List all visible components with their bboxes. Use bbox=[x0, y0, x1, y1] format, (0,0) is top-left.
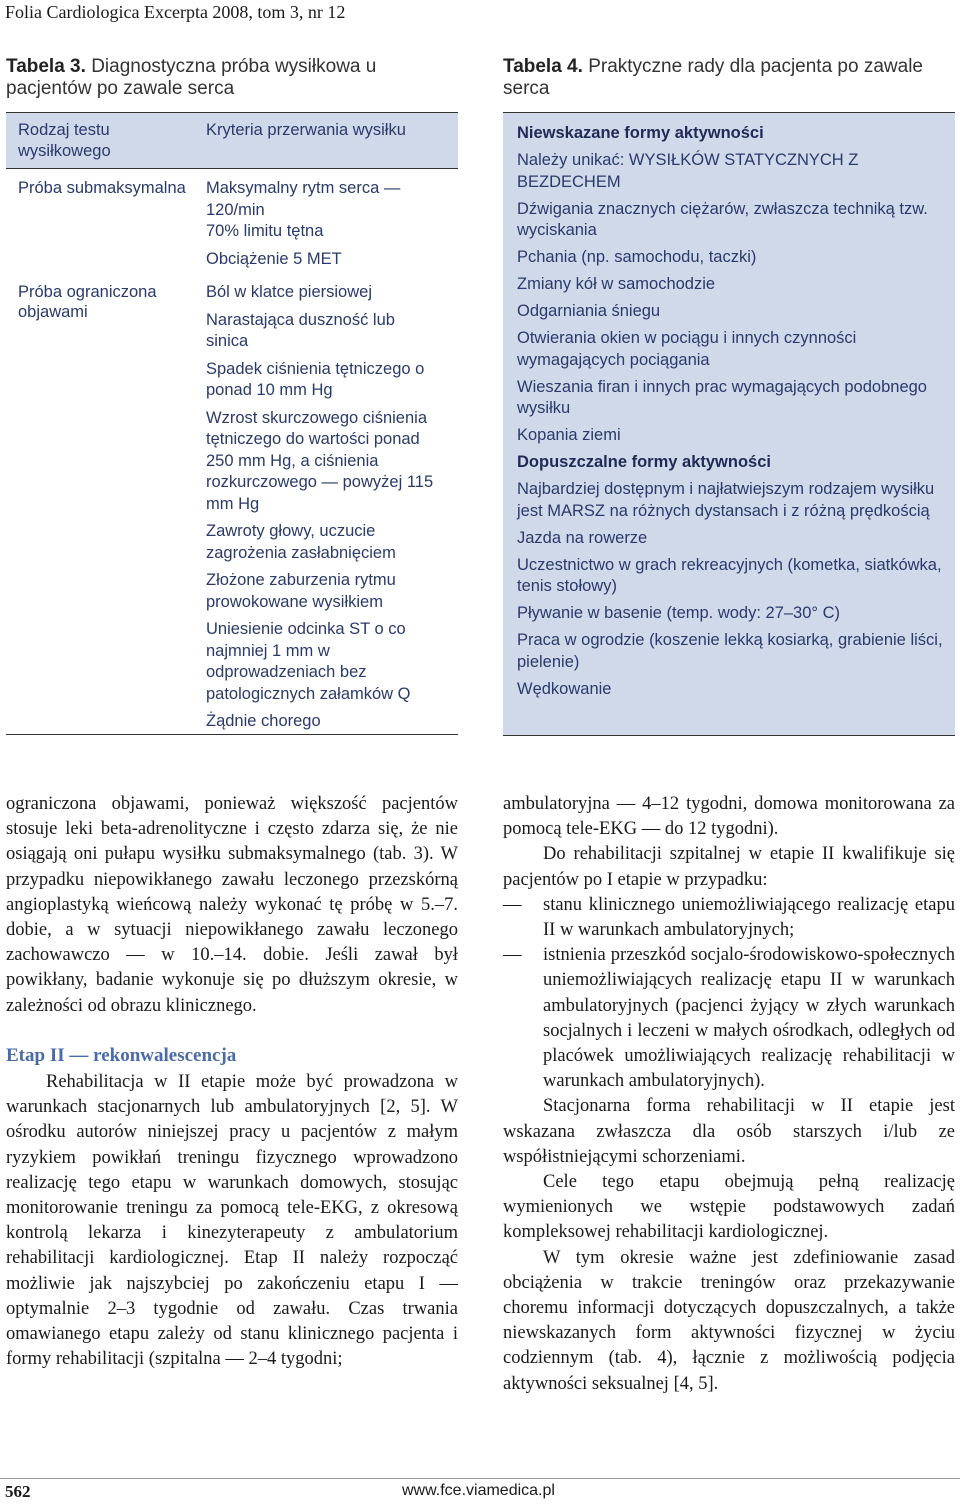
body-right-column bbox=[503, 792, 955, 1397]
table4-item: Zmiany kół w samochodzie bbox=[517, 275, 716, 293]
table4 bbox=[503, 112, 955, 736]
table4-item: Należy unikać: WYSIŁKÓW STATYCZNYCH Z BEZDECHEM bbox=[517, 151, 859, 191]
table3-criterion: Obciążenie 5 MET bbox=[206, 249, 342, 268]
footer-url: www.fce.viamedica.pl bbox=[402, 1482, 555, 1499]
table3-criterion: Ból w klatce piersiowej bbox=[206, 283, 372, 301]
table4-item: Wędkowanie bbox=[517, 679, 612, 698]
table4-list bbox=[517, 123, 947, 706]
table3-criterion: Zawroty głowy, uczucie zagrożenia zasłabnięciem bbox=[206, 522, 396, 562]
table3-row1-type: Próba submaksymalna bbox=[18, 179, 186, 197]
body-paragraph: Stacjonarna forma rehabilitacji w II etapie jest wskazana zwłaszcza dla osób starszych i/lub ze współistniejącymi schorzeniami. bbox=[503, 1096, 955, 1167]
dash-marker: — bbox=[503, 945, 522, 966]
body-left-column bbox=[6, 792, 458, 1372]
table3-row1-criteria bbox=[206, 178, 456, 276]
table4-item: Pływanie w basenie (temp. wody: 27–30° C) bbox=[517, 604, 841, 622]
dash-marker: — bbox=[503, 894, 522, 915]
table4-section-heading: Niewskazane formy aktywności bbox=[517, 124, 764, 142]
table4-item: Odgarniania śniegu bbox=[517, 302, 661, 320]
body-paragraph: ograniczona objawami, ponieważ większość pacjentów stosuje leki beta-adrenolityczne i często zdarza się, że nie osiągają oni pułapu wysiłku submaksymalnego (tab. 3). W przypadku niepowikłanego zawału leczonego przezskórną angioplastyką wieńcową należy wykonać tę próbę w 5.–7. dobie, a w sytuacji niepowikłanego zawału leczonego zachowawczo — w 10.–14. dobie. Jeśli zawał był powikłany, badanie wykonuje się po dłuższym okresie, w zależności od obrazu klinicznego. bbox=[6, 794, 458, 1016]
table3 bbox=[6, 112, 458, 735]
bullet-text: istnienia przeszkód socjalo-środowiskowo-społecznych uniemożliwiających realizację etapu II w warunkach ambulatoryjnych (pacjenci żyjący w złych warunkach socjalnych i leczeni w małych ośrodkach, odległych od placówek umożliwiających realizację rehabilitacji w warunkach ambulatoryjnych). bbox=[543, 945, 955, 1092]
table4-caption-text: Praktyczne rady dla pacjenta po zawale serca bbox=[503, 56, 923, 99]
table4-section-heading: Dopuszczalne formy aktywności bbox=[517, 453, 771, 471]
table4-item: Pchania (np. samochodu, taczki) bbox=[517, 248, 757, 266]
table4-caption bbox=[503, 56, 958, 100]
table3-criterion: Uniesienie odcinka ST o co najmniej 1 mm w odprowadzeniach bez patologicznych załamków Q bbox=[206, 620, 411, 703]
table4-item: Praca w ogrodzie (koszenie lekką kosiarką, grabienie liści, pielenie) bbox=[517, 631, 943, 671]
table3-row2-criteria bbox=[206, 282, 456, 739]
table3-row2-type: Próba ograniczona objawami bbox=[18, 283, 157, 321]
table3-criterion: Spadek ciśnienia tętniczego o ponad 10 mm Hg bbox=[206, 359, 425, 399]
table3-caption-text: Diagnostyczna próba wysiłkowa u pacjentów po zawale serca bbox=[6, 56, 377, 99]
table3-col2-header: Kryteria przerwania wysiłku bbox=[206, 121, 406, 139]
table4-item: Uczestnictwo w grach rekreacyjnych (kometka, siatkówka, tenis stołowy) bbox=[517, 555, 942, 595]
table4-item: Dźwigania znacznych ciężarów, zwłaszcza techniką tzw. wyciskania bbox=[517, 199, 928, 239]
table3-col1-header: Rodzaj testu wysiłkowego bbox=[18, 121, 111, 160]
table3-criterion: 70% limitu tętna bbox=[206, 222, 324, 240]
table4-item: Jazda na rowerze bbox=[517, 528, 648, 547]
running-head: Folia Cardiologica Excerpta 2008, tom 3, nr 12 bbox=[5, 2, 346, 22]
body-paragraph: ambulatoryjna — 4–12 tygodni, domowa monitorowana za pomocą tele-EKG — do 12 tygodni). bbox=[503, 794, 955, 840]
table3-criterion: Wzrost skurczowego ciśnienia tętniczego do wartości ponad 250 mm Hg, a ciśnienia rozkurczowego — powyżej 115 mm Hg bbox=[206, 408, 434, 513]
table3-criterion: Narastająca duszność lub sinica bbox=[206, 310, 395, 350]
bullet-text: stanu klinicznego uniemożliwiającego realizację etapu II w warunkach ambulatoryjnych; bbox=[543, 894, 955, 941]
body-paragraph: Do rehabilitacji szpitalnej w etapie II kwalifikuje się pacjentów po I etapie w przypadku: bbox=[503, 844, 955, 890]
table4-item: Wieszania firan i innych prac wymagających podobnego wysiłku bbox=[517, 377, 927, 417]
table4-item: Kopania ziemi bbox=[517, 426, 621, 444]
table3-caption bbox=[6, 56, 446, 100]
table4-item: Najbardziej dostępnym i najłatwiejszym rodzajem wysiłku jest MARSZ na różnych dystansach i z różną prędkością bbox=[517, 480, 935, 520]
section-heading: Etap II — rekonwalescencja bbox=[6, 1044, 237, 1066]
page-number: 562 bbox=[5, 1482, 31, 1501]
bullet-item bbox=[503, 893, 955, 943]
table3-criterion: Żądnie chorego bbox=[206, 712, 321, 730]
table4-item: Otwierania okien w pociągu i innych czynności wymagających pociągania bbox=[517, 329, 857, 369]
table3-caption-label: Tabela 3. bbox=[6, 56, 86, 77]
table4-caption-label: Tabela 4. bbox=[503, 56, 583, 77]
body-paragraph: Rehabilitacja w II etapie może być prowadzona w warunkach stacjonarnych lub ambulatoryjnych [2, 5]. W ośrodku autorów niniejszej pracy u pacjentów z małym ryzykiem powikłań treningu fizycznego wprowadzono realizację tego etapu w warunkach domowych, stosując monitorowanie treningu za pomocą tele-EKG, z okresową kontrolą lekarza i kinezyterapeuty z ambulatorium rehabilitacji kardiologicznej. Etap II należy rozpocząć możliwie jak najszybciej po zakończeniu etapu I — optymalnie 2–3 tygodnie od zawału. Czas trwania omawianego etapu zależy od stanu klinicznego pacjenta i formy rehabilitacji (szpitalna — 2–4 tygodni; bbox=[6, 1072, 458, 1370]
table3-criterion: Maksymalny rytm serca — 120/min bbox=[206, 179, 401, 219]
footer-rule bbox=[0, 1478, 960, 1479]
body-paragraph: W tym okresie ważne jest zdefiniowanie zasad obciążenia w trakcie treningów oraz przekazywanie choremu informacji dotyczących dopuszczalnych, a także niewskazanych form aktywności fizycznej w życiu codziennym (tab. 4), łącznie z możliwością podjęcia aktywności seksualnej [4, 5]. bbox=[503, 1247, 955, 1394]
body-paragraph: Cele tego etapu obejmują pełną realizację wymienionych we wstępie podstawowych zadań kompleksowej rehabilitacji kardiologicznej. bbox=[503, 1172, 955, 1243]
bullet-item bbox=[503, 943, 955, 1094]
table3-criterion: Złożone zaburzenia rytmu prowokowane wysiłkiem bbox=[206, 571, 396, 611]
